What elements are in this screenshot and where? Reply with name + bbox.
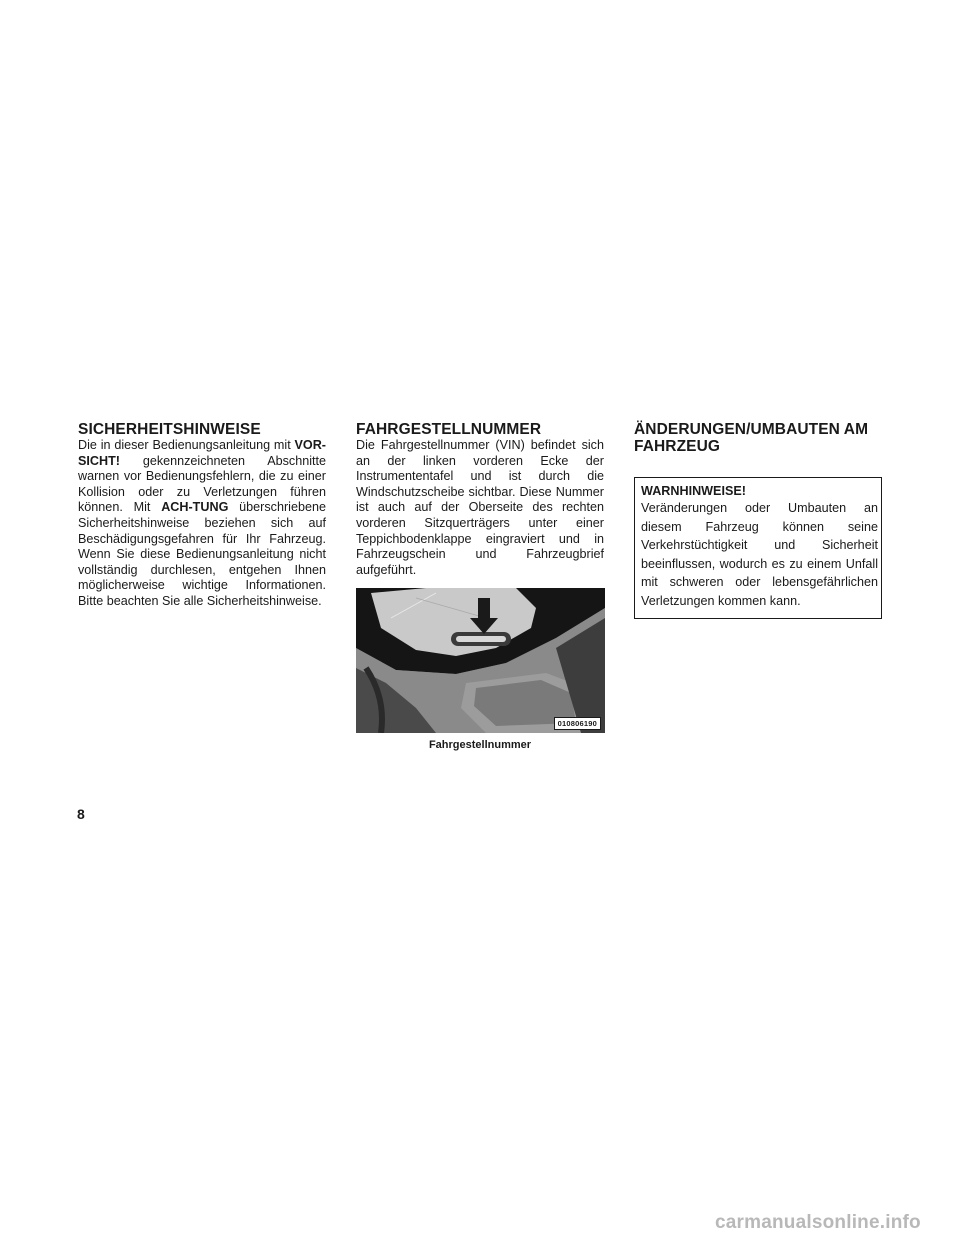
vorsicht-term: VOR-SICHT! [78,438,326,468]
page-number: 8 [77,806,85,822]
safety-text-1: Die in dieser Bedienungsanleitung mit [78,438,295,452]
vin-paragraph: Die Fahrgestellnummer (VIN) befindet sich an der linken vorderen Ecke der Instrumententafel und ist durch die Windschutzscheibe sichtbar. Diese Nummer ist auch auf der Oberseite des rechten vorderen Sitzquerträgers unter einer Teppichbodenklappe eingraviert und in Fahrzeugschein und Fahrzeugbrief aufgeführt. [356,438,604,577]
safety-text-3: überschriebene Sicherheitshinweise beziehen sich auf Beschädigungsgefahren für Ihr Fahrzeug. Wenn Sie diese Bedienungsanleitung nicht vollständig durchlesen, entgehen Ihnen möglicherweise wichtige Informationen. Bitte beachten Sie alle Sicherheitshinweise. [78,500,326,608]
modifications-heading [634,421,882,455]
watermark: carmanualsonline.info [715,1212,921,1233]
vin-location-illustration [356,588,605,733]
dashboard-drawing [356,588,605,733]
vin-heading: FAHRGESTELLNUMMER [356,421,542,438]
modifications-heading-line1: ÄNDERUNGEN/UMBAUTEN AM [634,421,869,438]
vin-section [356,421,604,751]
modifications-section [634,421,882,619]
warning-title: WARNHINWEISE! [641,484,746,498]
warning-text: Veränderungen oder Umbauten an diesem Fahrzeug können seine Verkehrstüchtigkeit und Sicherheit beeinflussen, wodurch es zu einem Unfall mit schweren oder lebensgefährlichen Verletzungen kommen kann. [641,501,878,608]
modifications-heading-line2: FAHRZEUG [634,438,721,455]
safety-heading: SICHERHEITSHINWEISE [78,421,261,438]
warning-box [634,477,882,619]
safety-paragraph [78,438,326,610]
safety-text-2: gekennzeichneten Abschnitte warnen vor Bedienungsfehlern, die zu einer Kollision oder zu Verletzungen führen können. Mit [78,453,326,515]
figure-caption: Fahrgestellnummer [428,739,532,752]
achtung-term: ACH-TUNG [161,500,229,515]
safety-section [78,421,326,610]
figure-code: 010806190 [554,717,601,730]
